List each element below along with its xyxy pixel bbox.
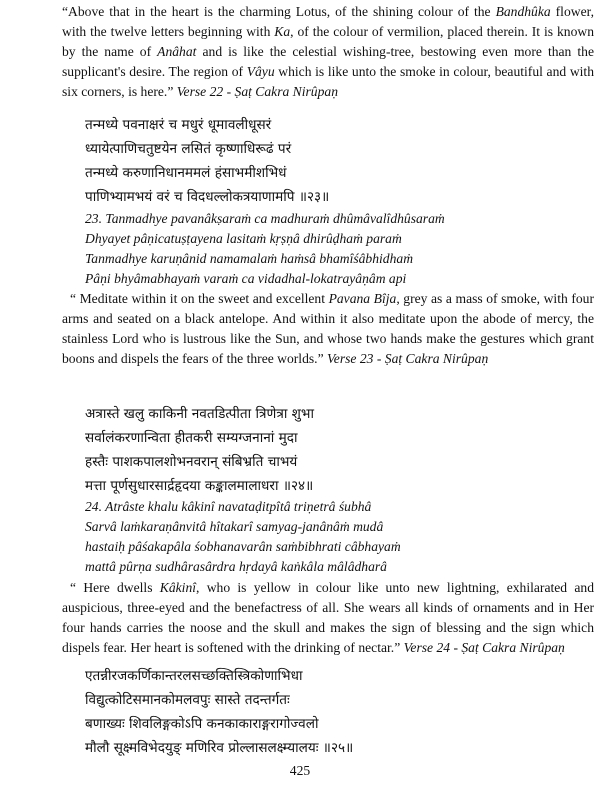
paragraph-verse-22-translation: [62, 2, 594, 102]
italic-term: Anâhat: [157, 44, 197, 59]
text: “Above that in the heart is the charming Lotus, of the shining colour of the: [62, 4, 496, 19]
text: and is like the celestial wishing-tree, bestowing even more than the supplicant's desire. The region of: [62, 44, 594, 79]
text: “ Meditate within it on the sweet and excellent: [70, 291, 329, 306]
transliteration-line: mattâ pûrṇa sudhârasârdra hṛdayâ kaṅkâla mâlâdharâ: [85, 559, 387, 574]
verse-23-sanskrit: [85, 113, 329, 209]
italic-term: Vâyu: [246, 64, 275, 79]
text: which is like unto the smoke in colour, beautiful and with six corners, is here.”: [62, 64, 595, 99]
sanskrit-line: हस्तैः पाशकपालशोभनवरान् संबिभ्रति चाभयं: [85, 454, 298, 470]
verse-reference: Verse 24 - Ṣaṭ Cakra Nirûpaṇ: [403, 640, 565, 655]
transliteration-line: 24. Atrâste khalu kâkinî navataḍitpîtâ triṇetrâ śubhâ: [85, 499, 372, 514]
transliteration-line: Dhyayet pâṇicatuṣṭayena lasitaṁ kṛṣṇâ dhirûḍhaṁ paraṁ: [85, 231, 402, 246]
text: , grey as a mass of smoke, with four arms and seated on a black antelope. And within it also meditate upon the abode of mercy, the stainless Lord who is lustrous like the Sun, and whose two hands make the gestures which grant boons and dispels the fears of the three worlds.”: [62, 291, 594, 366]
transliteration-line: Tanmadhye karuṇânid namamalaṁ haṁsâ bhamîśâbhidhaṁ: [85, 251, 414, 266]
transliteration-line: Sarvâ laṁkaraṇânvitâ hîtakarî samyag-janânâṁ mudâ: [85, 519, 384, 534]
verse-reference: Verse 22 - Ṣaṭ Cakra Nirûpaṇ: [176, 84, 338, 99]
sanskrit-line: तन्मध्ये करुणानिधानममलं हंसाभमीशभिधं: [85, 165, 287, 181]
sanskrit-line: मत्ता पूर्णसुधारसार्द्रहृदया कङ्कालमालाधरा ॥२४॥: [85, 478, 314, 494]
transliteration-line: Pâṇi bhyâmabhayaṁ varaṁ ca vidadhal-lokatrayâṇâm api: [85, 271, 407, 286]
text: , of the colour of vermilion, placed therein. It is known by the name of: [62, 24, 595, 59]
sanskrit-line: विद्युत्कोटिसमानकोमलवपुः सास्ते तदन्तर्गतः: [85, 692, 290, 708]
italic-term: Bandhûka: [495, 4, 551, 19]
sanskrit-line: ध्यायेत्पाणिचतुष्टयेन लसितं कृष्णाधिरूढं परं: [85, 141, 292, 157]
italic-term: Ka: [274, 24, 291, 39]
sanskrit-line: मौलौ सूक्ष्मविभेदयुङ् मणिरिव प्रोल्लासलक्ष्म्यालयः ॥२५॥: [85, 740, 354, 756]
transliteration-line: hastaiḥ pâśakapâla śobhanavarân saṁbibhrati câbhayaṁ: [85, 539, 401, 554]
verse-24-sanskrit: [85, 402, 314, 498]
verse-25-sanskrit: [85, 664, 353, 760]
sanskrit-line: पाणिभ्यामभयं वरं च विदधल्लोकत्रयाणामपि ॥२३॥: [85, 189, 330, 205]
verse-23-transliteration: [85, 209, 445, 289]
sanskrit-line: एतन्नीरजकर्णिकान्तरलसच्छक्तिस्त्रिकोणाभिधा: [85, 668, 303, 684]
text: “ Here dwells: [70, 580, 160, 595]
verse-24-transliteration: [85, 497, 401, 577]
sanskrit-line: अत्रास्ते खलु काकिनी नवतडित्पीता त्रिणेत्रा शुभा: [85, 406, 314, 422]
paragraph-verse-23-translation: [62, 289, 594, 369]
transliteration-line: 23. Tanmadhye pavanâkṣaraṁ ca madhuraṁ dhûmâvalîdhûsaraṁ: [85, 211, 445, 226]
page-number: 425: [289, 763, 311, 778]
sanskrit-line: सर्वालंकरणान्विता हीतकरी सम्यग्जनानां मुदा: [85, 430, 298, 446]
sanskrit-line: बणाख्यः शिवलिङ्गकोऽपि कनकाकाराङ्गरागोज्वलो: [85, 716, 319, 732]
sanskrit-line: तन्मध्ये पवनाक्षरं च मधुरं धूमावलीधूसरं: [85, 117, 272, 133]
text: , who is yellow in colour like unto new lightning, exhilarated and auspicious, three-eyed and the benefactress of all. She wears all kinds of ornaments and in Her four hands carries the noose and the skull and makes the sign of blessing and the sign which dispels fear. Her heart is softened with the drinking of nectar.”: [62, 580, 594, 655]
verse-reference: Verse 23 - Ṣaṭ Cakra Nirûpaṇ: [327, 351, 489, 366]
paragraph-verse-24-translation: [62, 578, 594, 658]
italic-term: Pavana Bîja: [328, 291, 397, 306]
text: flower, with the twelve letters beginning with: [62, 4, 594, 39]
italic-term: Kâkinî: [159, 580, 197, 595]
